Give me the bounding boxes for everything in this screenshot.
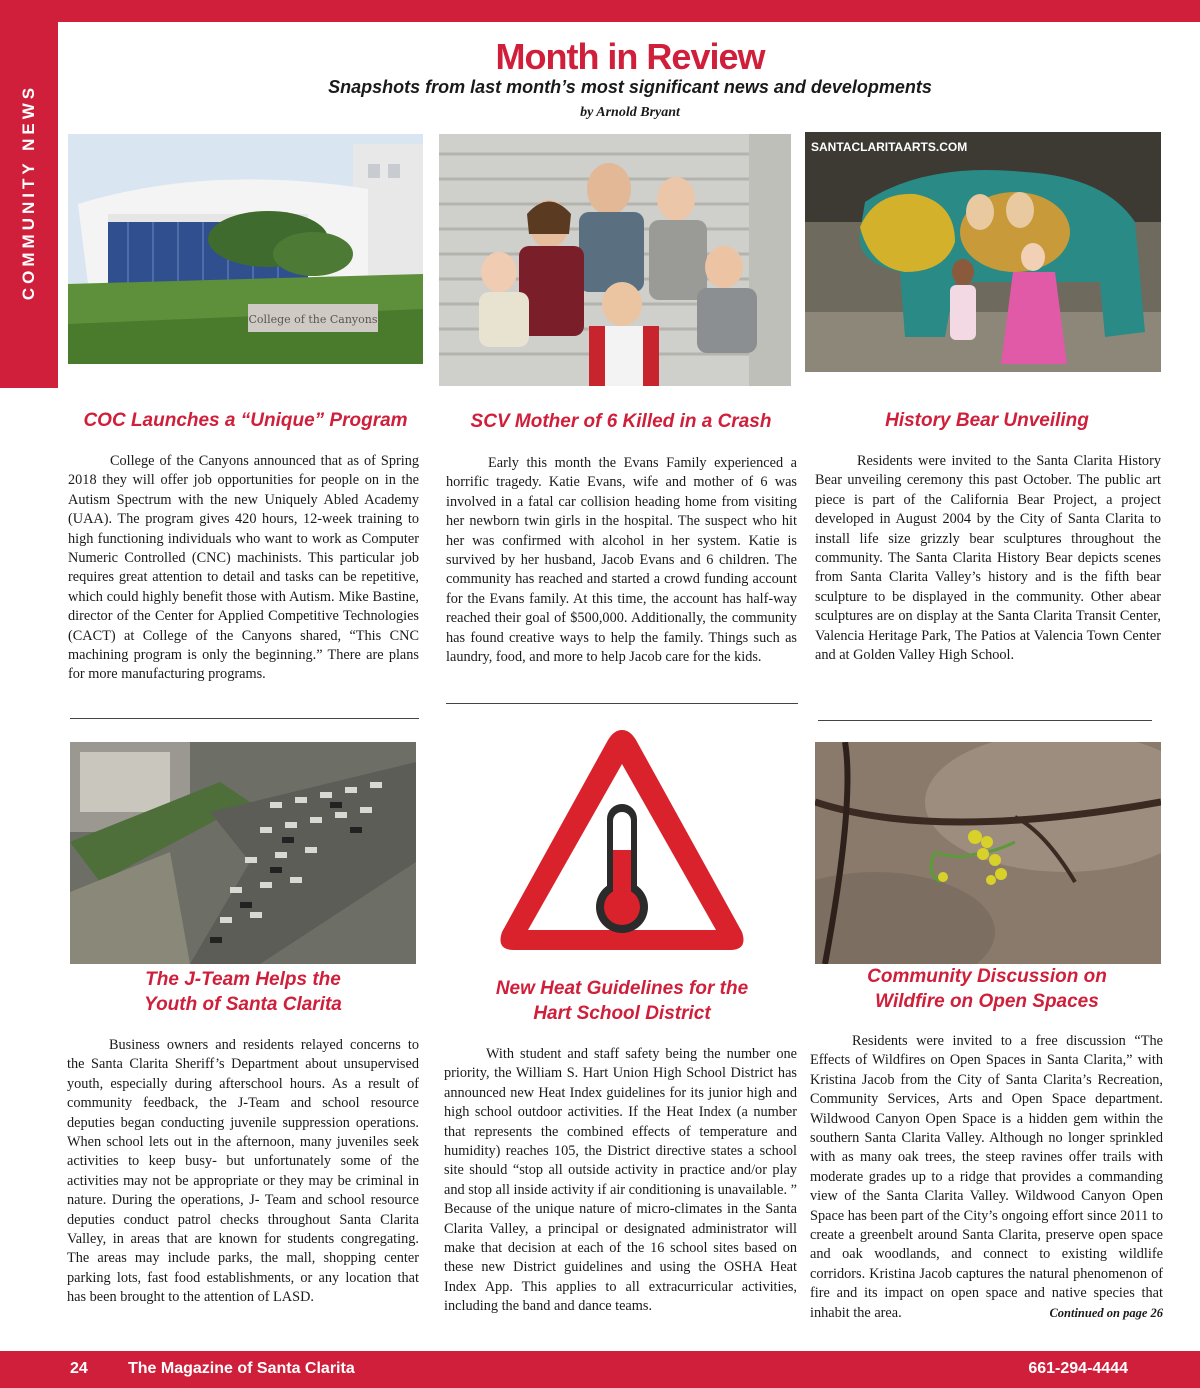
article-body: Early this month the Evans Family experienced a horrific tragedy. Katie Evans, wife and mother of 6 was involved in a fatal car collision heading home from visiting her newborn twin girls in the hospital. The suspect who hit her was confirmed with alcohol in her system. Katie is survived by her husband, Jacob Evans and 6 children. The community has reached and started a crowd funding account for the Evans family. At this time, the account has half-way reached their goal of $500,000. Additionally, the community has found creative ways to help the family. Things such as laundry, food, and more to help Jacob care for the kids. [446, 455, 797, 666]
aerial-traffic-photo [70, 742, 416, 964]
article-body: Business owners and residents relayed concerns to the Santa Clarita Sheriff’s Department about unsupervised youth, especially during afterschool hours. As a result of community feedback, the J-Team and school resource deputies began conducting juvenile suppression operations. When school lets out in the afternoon, many juveniles seek activities to keep busy- but unfortunately some of the activities may not be appropriate or they may be criminal in nature. During the operations, J- Team and school resource deputies conduct patrol checks throughout Santa Clarita Valley, in areas that are known for students congregating. The areas may include parks, the mall, shopping center parking lots, fast food establishments, or any location that has been brought to the attention of LASD. [67, 1037, 419, 1306]
arts-watermark-text: SANTACLARITAARTS.COM [811, 140, 968, 154]
heading-line: Hart School District [533, 1003, 711, 1024]
article-heading: History Bear Unveiling [885, 410, 1089, 431]
continued-link[interactable]: Continued on page 26 [1049, 1305, 1163, 1320]
article-heading: SCV Mother of 6 Killed in a Crash [470, 411, 772, 432]
page-title: Month in Review [495, 36, 765, 77]
article-heading [812, 964, 1162, 1014]
column-divider [446, 703, 798, 704]
heading-line: Youth of Santa Clarita [144, 994, 342, 1015]
history-bear-photo [805, 132, 1161, 372]
article-heading [68, 967, 418, 1017]
column-divider [818, 720, 1152, 721]
column-divider [70, 718, 419, 719]
heading-line: The J-Team Helps the [145, 969, 341, 990]
section-sidebar [0, 22, 58, 388]
family-photo [439, 134, 791, 386]
footer-bar [0, 1351, 1200, 1388]
heading-line: Community Discussion on [867, 966, 1107, 987]
page-subtitle: Snapshots from last month’s most significant news and developments [328, 77, 932, 97]
article-body: Residents were invited to the Santa Clarita History Bear unveiling ceremony this past October. The public art piece is part of the California Bear Project, a project developed in August 2004 by the City of Santa Clarita to install life size grizzly bear sculptures throughout the community. The Santa Clarita History Bear depicts scenes from Santa Clarita Valley’s history and is the fifth bear sculpture to be displayed in the community. Other abear sculptures are on display at the Santa Clarita Transit Center, Valencia Heritage Park, The Patios at Valencia Town Center and at Golden Valley High School. [815, 453, 1161, 664]
article-body: College of the Canyons announced that as of Spring 2018 they will offer job opportunities for people on in the Autism Spectrum with the new Uniquely Abled Academy (UAA). The program gives 420 hours, 12-week training to high functioning individuals who want to work as Computer Numeric Controlled (CNC) machinists. This particular job requires great attention to detail and tasks can be repetitive, which could highly benefit those with Autism. Mike Bastine, director of the Center for Applied Competitive Technologies (CACT) at College of the Canyons shared, “This CNC machining program is only the beginning.” There are plans for more manufacturing programs. [68, 453, 419, 683]
page-number: 24 [70, 1360, 88, 1377]
college-building-photo [68, 134, 423, 364]
article-heading [446, 976, 798, 1026]
article-body-text: Residents were invited to a free discussion “The Effects of Wildfires on Open Spaces in Santa Clarita,” with Kristina Jacob from the City of Santa Clarita’s Recreation, Community Services, Arts and Open Space department. Wildwood Canyon Open Space is a hidden gem within the southern Santa Clarita Valley. Although no longer sprinkled with as many oak trees, the steep ravines offer trails with moderate grades up to a ridge that provides a commanding view of the Santa Clarita Valley. Wildwood Canyon Open Space has been part of the City’s ongoing effort since 2011 to create a greenbelt around Santa Clarita, preserve open space and oak woodlands, and connect to existing wildlife corridors. Kristina Jacob captures the natural phenomenon of fire and its impact on open space and native species that inhabit the area. [810, 1033, 1163, 1321]
heat-warning-graphic [494, 722, 750, 958]
article-heading: COC Launches a “Unique” Program [83, 410, 408, 431]
heading-line: New Heat Guidelines for the [495, 978, 749, 999]
section-label: COMMUNITY NEWS [19, 83, 38, 301]
top-bar [0, 0, 1200, 22]
magazine-name: The Magazine of Santa Clarita [128, 1360, 355, 1377]
heading-line: Wildfire on Open Spaces [875, 991, 1099, 1012]
phone-number: 661-294-4444 [1028, 1360, 1128, 1377]
branch-flowers-photo [815, 742, 1161, 964]
article-body [810, 1032, 1163, 1323]
byline: by Arnold Bryant [580, 105, 680, 120]
college-sign-text: College of the Canyons [248, 313, 378, 326]
article-body: With student and staff safety being the number one priority, the William S. Hart Union High School District has announced new Heat Index guidelines for its junior high and high school outdoor activities. If the Heat Index (a number that represents the combined effects of temperature and humidity) reaches 105, the District directive states a school site should “stop all outside activity in practice and/or play and stop all inside activity if air conditioning is unavailable. ” Because of the unique nature of micro-climates in the Santa Clarita Valley, a principal or designated administrator will make that decision at each of the 16 school sites based on these new District guidelines and using the OSHA Heat Index App. This applies to all extracurricular activities, including the band and dance teams. [444, 1046, 797, 1315]
